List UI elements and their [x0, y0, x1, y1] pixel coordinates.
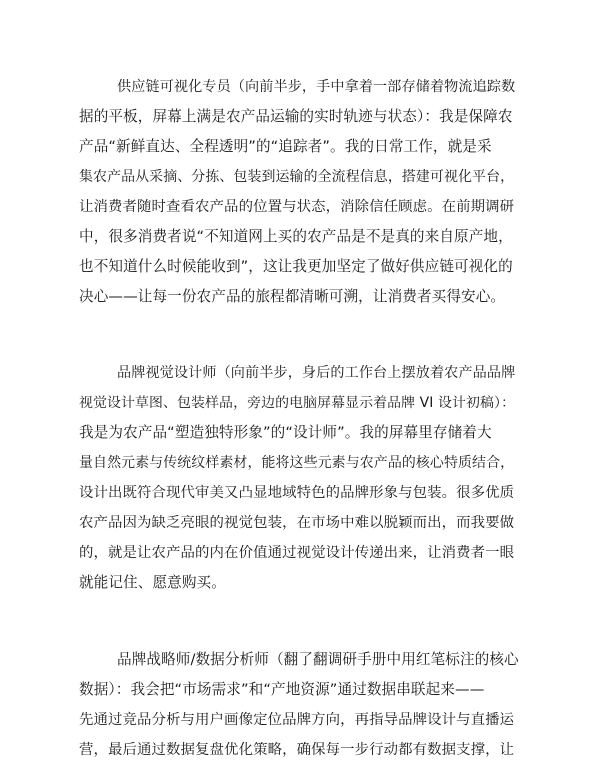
- paragraph-line: 据的平板，屏幕上满是农产品运输的实时轨迹与状态）：我是保障农: [79, 108, 513, 125]
- paragraph-line: 先通过竞品分析与用户画像定位品牌方向，再指导品牌设计与直播运: [79, 712, 515, 728]
- paragraph-line: 品牌战略师/数据分析师（翻了翻调研手册中用红笔标注的核心: [117, 651, 519, 668]
- paragraph-line: 视觉设计草图、包装样品，旁边的电脑屏幕显示着品牌 VI 设计初稿）：: [79, 395, 516, 411]
- paragraph-line: 产品“新鲜直达、全程透明”的“追踪者”。我的日常工作，就是采: [79, 138, 492, 155]
- paragraph-line: 供应链可视化专员（向前半步，手中拿着一部存储着物流追踪数: [117, 79, 516, 95]
- paragraph-line: 让消费者随时查看农产品的位置与状态，消除信任顾虑。在前期调研: [79, 199, 515, 215]
- paragraph-line: 中，很多消费者说“不知道网上买的农产品是不是真的来自原产地，: [79, 228, 513, 245]
- paragraph-line: 集农产品从采摘、分拣、包装到运输的全流程信息，搭建可视化平台，: [79, 169, 515, 185]
- paragraph-line: 农产品因为缺乏亮眼的视觉包装，在市场中难以脱颖而出，而我要做: [79, 515, 515, 531]
- paragraph-brand-strategist: [79, 645, 519, 765]
- paragraph-supply-chain-specialist: [79, 72, 519, 312]
- paragraph-line: 数据）：我会把“市场需求”和“产地资源”通过数据串联起来——: [79, 681, 485, 698]
- paragraph-line: 的，就是让农产品的内在价值通过视觉设计传递出来，让消费者一眼: [79, 545, 515, 561]
- paragraph-line: 品牌视觉设计师（向前半步，身后的工作台上摆放着农产品品牌: [117, 365, 516, 381]
- paragraph-line: 设计出既符合现代审美又凸显地域特色的品牌形象与包装。很多优质: [79, 485, 515, 501]
- paragraph-line: 我是为农产品“塑造独特形象”的“设计师”。我的屏幕里存储着大: [79, 424, 492, 441]
- paragraph-line: 量自然元素与传统纹样素材，能将这些元素与农产品的核心特质结合，: [79, 455, 515, 471]
- paragraph-line: 营，最后通过数据复盘优化策略，确保每一步行动都有数据支撑，让: [79, 742, 515, 758]
- paragraph-brand-visual-designer: [79, 358, 519, 598]
- paragraph-line: 决心——让每一份农产品的旅程都清晰可溯，让消费者买得安心。: [79, 288, 506, 305]
- paragraph-line: 也不知道什么时候能收到”，这让我更加坚定了做好供应链可视化的: [79, 258, 513, 275]
- paragraph-line: 就能记住、愿意购买。: [79, 574, 226, 591]
